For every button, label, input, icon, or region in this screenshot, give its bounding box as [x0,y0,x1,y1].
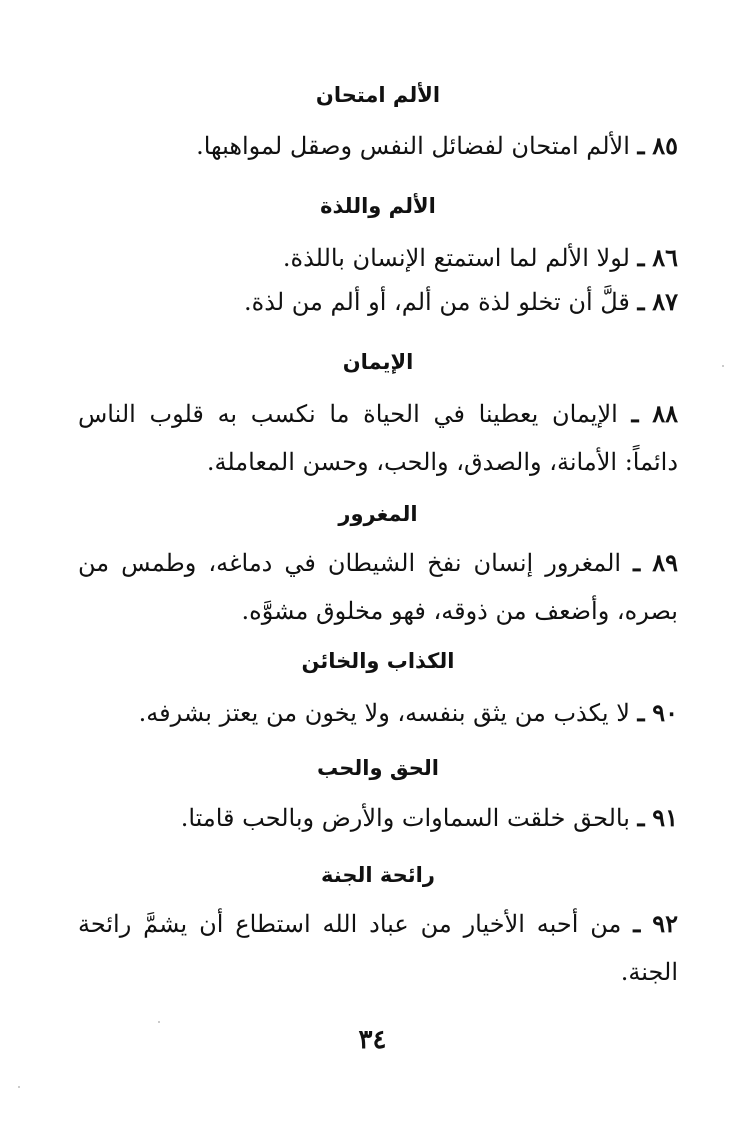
section-heading: المغرور [338,502,418,526]
entry-dash: ـ [637,698,645,727]
entry-number: ٨٧ [652,287,678,316]
entry-number: ٩٢ [652,909,678,938]
section-heading: الألم امتحان [315,83,441,107]
aphorism-85 [78,122,678,170]
entry-number: ٨٥ [652,131,678,160]
section-heading: الألم واللذة [320,194,436,218]
scan-speck [18,1086,20,1088]
aphorism-91 [78,794,678,842]
entry-text: بالحق خلقت السماوات والأرض وبالحب قامتا. [180,804,630,832]
aphorism-88 [78,390,678,486]
aphorism-92 [78,900,678,996]
scan-speck [158,1021,160,1023]
aphorism-86 [78,234,678,282]
section-heading: الكذاب والخائن [301,649,455,673]
entry-text: الألم امتحان لفضائل النفس وصقل لمواهبها. [196,132,630,160]
entry-number: ٨٨ [652,399,678,428]
page-number: ٣٤ [358,1025,387,1055]
entry-text: لولا الألم لما استمتع الإنسان باللذة. [282,244,630,272]
entry-dash: ـ [637,243,645,272]
entry-number: ٩٠ [652,698,678,727]
entry-number: ٨٩ [652,548,678,577]
entry-text: المغرور إنسان نفخ الشيطان في دماغه، وطمس من بصره، وأضعف من ذوقه، فهو مخلوق مشوَّه. [78,549,678,625]
section-heading: رائحة الجنة [321,863,435,887]
entry-text: لا يكذب من يثق بنفسه، ولا يخون من يعتز بشرفه. [138,699,630,727]
aphorism-90 [78,689,678,737]
entry-dash: ـ [633,548,641,577]
scan-speck [722,365,724,367]
entry-dash: ـ [637,287,645,316]
entry-number: ٩١ [652,803,678,832]
entry-dash: ـ [637,803,645,832]
section-heading: الإيمان [342,350,414,374]
entry-dash: ـ [633,909,641,938]
section-heading: الحق والحب [317,756,439,780]
entry-dash: ـ [637,131,645,160]
aphorism-87 [78,278,678,326]
entry-text: قلَّ أن تخلو لذة من ألم، أو ألم من لذة. [244,288,630,316]
entry-text: من أحبه الأخيار من عباد الله استطاع أن يشمَّ رائحة الجنة. [78,910,678,986]
entry-text: الإيمان يعطينا في الحياة ما نكسب به قلوب الناس دائماً: الأمانة، والصدق، والحب، وحسن المعاملة. [78,400,678,476]
entry-dash: ـ [631,399,639,428]
aphorism-89 [78,539,678,635]
entry-number: ٨٦ [652,243,678,272]
